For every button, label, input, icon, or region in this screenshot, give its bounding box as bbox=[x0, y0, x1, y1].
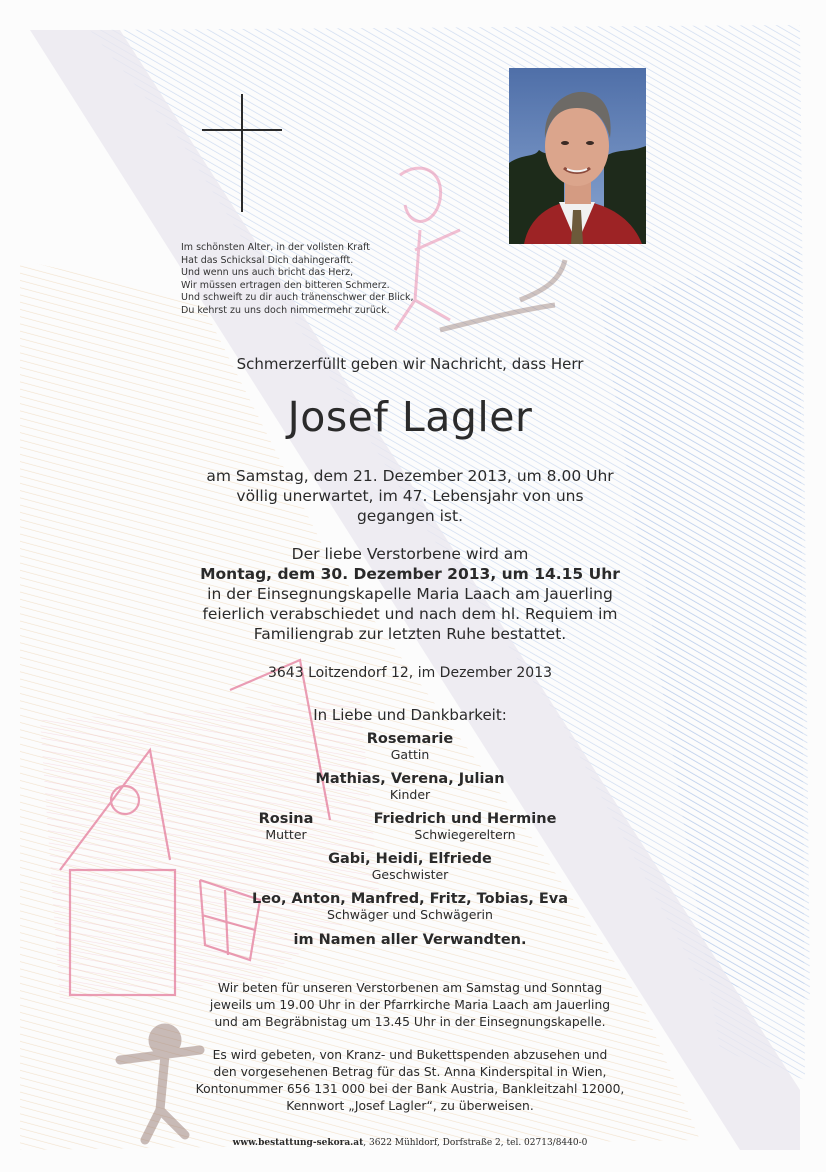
donation-line: Kennwort „Josef Lagler“, zu überweisen. bbox=[286, 1099, 534, 1113]
poem-line: Wir müssen ertragen den bitteren Schmerz. bbox=[181, 279, 390, 291]
footer-website: www.bestattung-sekora.at bbox=[232, 1138, 364, 1148]
poem bbox=[181, 242, 441, 318]
funeral-date-bold: Montag, dem 30. Dezember 2013, um 14.15 Uhr bbox=[200, 565, 620, 583]
family-relation: Schwiegereltern bbox=[414, 827, 516, 842]
family-relation: Gattin bbox=[390, 747, 430, 762]
family-relation: Schwäger und Schwägerin bbox=[327, 907, 493, 922]
poem-line: Und schweift zu dir auch tränenschwer der Blick, bbox=[181, 292, 414, 304]
poem-line: Du kehrst zu uns doch nimmermehr zurück. bbox=[181, 304, 390, 316]
donation-line: den vorgesehenen Betrag für das St. Anna Kinderspital in Wien, bbox=[213, 1065, 607, 1079]
poem-line: Im schönsten Alter, in der vollsten Kraft bbox=[181, 242, 370, 253]
family-mother bbox=[236, 811, 336, 843]
funeral-line: Familiengrab zur letzten Ruhe bestattet. bbox=[253, 625, 567, 643]
death-line: gegangen ist. bbox=[356, 507, 464, 525]
requiem-notice bbox=[130, 980, 690, 1031]
thanks-heading: In Liebe und Dankbarkeit: bbox=[313, 706, 507, 724]
funeral-line: feierlich verabschiedet und nach dem hl. Requiem im bbox=[202, 605, 618, 623]
family-member-name: Leo, Anton, Manfred, Fritz, Tobias, Eva bbox=[251, 891, 569, 907]
family-member-name: Gabi, Heidi, Elfriede bbox=[328, 851, 492, 867]
family-in-laws bbox=[220, 891, 600, 923]
requiem-line: jeweils um 19.00 Uhr in der Pfarrkirche Maria Laach am Jauerling bbox=[209, 998, 611, 1012]
family-relation: Mutter bbox=[265, 827, 307, 842]
family-children bbox=[260, 771, 560, 803]
family-member-name: Rosina bbox=[258, 811, 314, 827]
cross-icon bbox=[200, 92, 284, 214]
family-member-name: Mathias, Verena, Julian bbox=[315, 771, 505, 787]
requiem-line: und am Begräbnistag um 13.45 Uhr in der Einsegnungskapelle. bbox=[214, 1015, 606, 1029]
donation-notice bbox=[130, 1047, 690, 1115]
footer bbox=[110, 1138, 710, 1148]
family-closing: im Namen aller Verwandten. bbox=[293, 932, 527, 948]
family-member-name: Rosemarie bbox=[366, 731, 454, 747]
intro-text: Schmerzerfüllt geben wir Nachricht, dass Herr bbox=[236, 355, 584, 373]
family-siblings bbox=[260, 851, 560, 883]
family-parents-in-law bbox=[360, 811, 570, 843]
deceased-name: Josef Lagler bbox=[287, 393, 533, 441]
death-notice bbox=[160, 466, 660, 526]
poem-line: Und wenn uns auch bricht das Herz, bbox=[181, 267, 354, 279]
poem-line: Hat das Schicksal Dich dahingerafft. bbox=[181, 254, 354, 266]
funeral-date bbox=[140, 564, 680, 584]
place-date: 3643 Loitzendorf 12, im Dezember 2013 bbox=[267, 665, 553, 681]
funeral-line: in der Einsegnungskapelle Maria Laach am Jauerling bbox=[207, 585, 613, 603]
donation-line: Es wird gebeten, von Kranz- und Bukettspenden abzusehen und bbox=[212, 1048, 608, 1062]
family-wife bbox=[260, 731, 560, 763]
funeral-notice bbox=[140, 544, 680, 644]
death-line: völlig unerwartet, im 47. Lebensjahr von uns bbox=[236, 487, 584, 505]
family-relation: Geschwister bbox=[371, 867, 449, 882]
funeral-line: Der liebe Verstorbene wird am bbox=[291, 545, 529, 563]
death-line: am Samstag, dem 21. Dezember 2013, um 8.00 Uhr bbox=[206, 467, 614, 485]
family-relation: Kinder bbox=[389, 787, 431, 802]
requiem-line: Wir beten für unseren Verstorbenen am Samstag und Sonntag bbox=[217, 981, 603, 995]
footer-address: , 3622 Mühldorf, Dorfstraße 2, tel. 02713/8440-0 bbox=[363, 1138, 588, 1148]
donation-line: Kontonummer 656 131 000 bei der Bank Austria, Bankleitzahl 12000, bbox=[195, 1082, 625, 1096]
portrait-photo bbox=[509, 68, 646, 244]
family-member-name: Friedrich und Hermine bbox=[373, 811, 557, 827]
